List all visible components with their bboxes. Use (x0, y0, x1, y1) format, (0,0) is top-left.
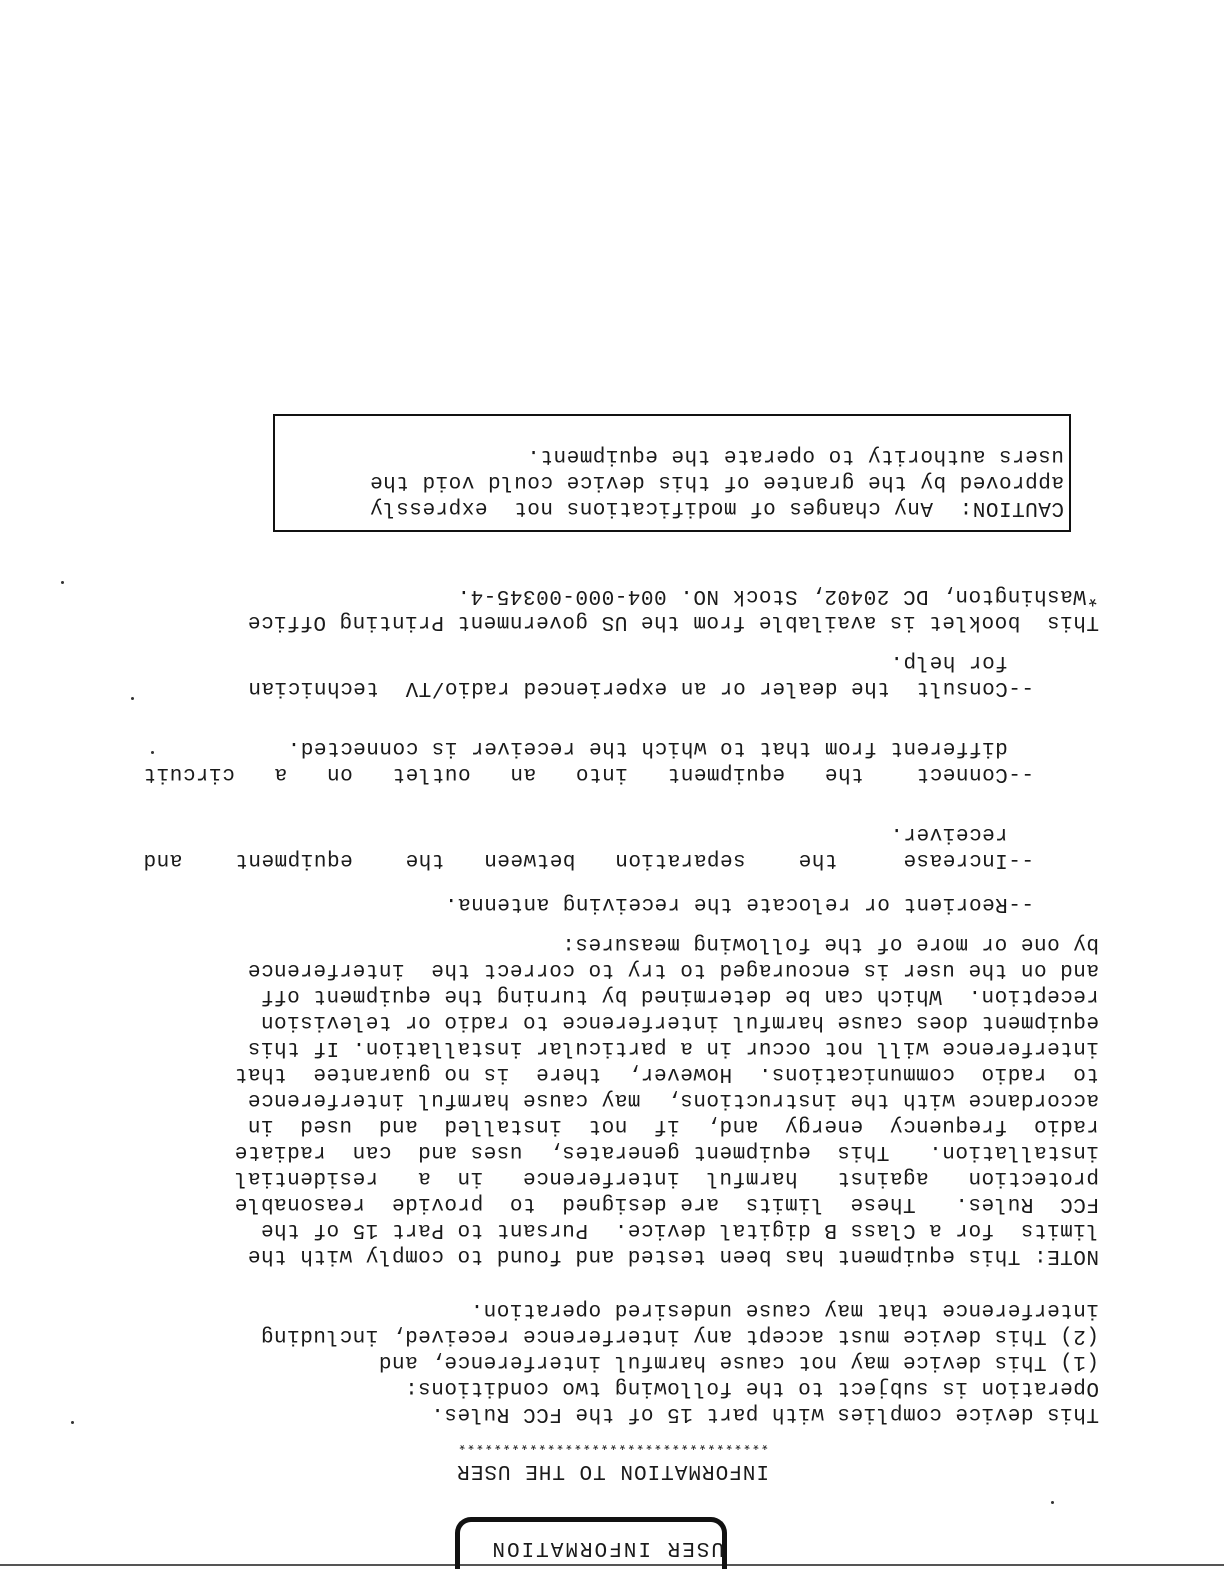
compliance-line: Operation is subject to the following two conditions: (404, 1376, 1099, 1399)
booklet-line: *Washington, DC 20402, Stock NO. 004-000-00345-4. (456, 584, 1099, 607)
note-line: FCC Rules. These limits are designed to provide reasonable (234, 1192, 1099, 1215)
compliance-line: interference that may cause undesired operation. (470, 1298, 1099, 1321)
compliance-line: (1) This device may not cause harmful interference, and (378, 1350, 1099, 1373)
measure-line: --Consult the dealer or an experienced radio/TV technician (247, 676, 1034, 699)
note-line: installation. This equipment generates, uses and can radiate (234, 1140, 1099, 1163)
caution-line: users authority to operate the equipment. (526, 444, 1064, 467)
measure-line: for help. (889, 650, 1034, 673)
caution-line: CAUTION: Any changes of modifications not expressly (369, 496, 1064, 519)
note-line: reception. Which can be determined by turning the equipment off (260, 984, 1099, 1007)
note-line: interference will not occur in a particular installation. If this (247, 1036, 1099, 1059)
note-line: radio frequency energy and, if not installed and used in (247, 1114, 1099, 1137)
compliance-line: (2) This device must accept any interference received, including (260, 1324, 1099, 1347)
note-line: and on the user is encouraged to try to correct the interference (247, 958, 1099, 981)
measure-line: --Increase the separation between the equipment and (143, 848, 1034, 871)
scan-speck (1051, 1501, 1054, 1504)
compliance-line: This device complies with part 15 of the FCC Rules. (430, 1402, 1099, 1425)
note-line: equipment does cause harmful interference to radio or television (260, 1010, 1099, 1033)
booklet-line: This booklet is available from the US government Printing Office (247, 610, 1099, 633)
measure-line: different from that to which the receiver is connected. (287, 736, 1034, 759)
measure-line: receiver. (889, 822, 1034, 845)
note-line: NOTE: This equipment has been tested and found to comply with the (247, 1244, 1099, 1267)
scan-speck (131, 697, 134, 700)
scan-speck (151, 751, 154, 754)
section-stars: *********************************** (457, 1435, 769, 1451)
note-line: limits for a Class B digital device. Pursant to Part 15 of the (260, 1218, 1099, 1241)
note-line: protection against harmful interference in a residential (234, 1166, 1099, 1189)
note-line: to radio communications. However, there is no guarantee that (234, 1062, 1099, 1085)
scan-speck (71, 1421, 74, 1424)
measure-line: --Connect the equipment into an outlet on a circuit (143, 762, 1034, 785)
caution-line: approved by the grantee of this device could void the (369, 470, 1064, 493)
measure-line: --Reorient or relocate the receiving antenna. (444, 892, 1034, 915)
scan-speck (61, 581, 64, 584)
header-title: USER INFORMATION (490, 1536, 724, 1559)
section-heading: INFORMATION TO THE USER (456, 1459, 769, 1482)
note-line: accordance with the instructions, may cause harmful interference (247, 1088, 1099, 1111)
note-line: by one or more of the following measures: (561, 932, 1099, 955)
